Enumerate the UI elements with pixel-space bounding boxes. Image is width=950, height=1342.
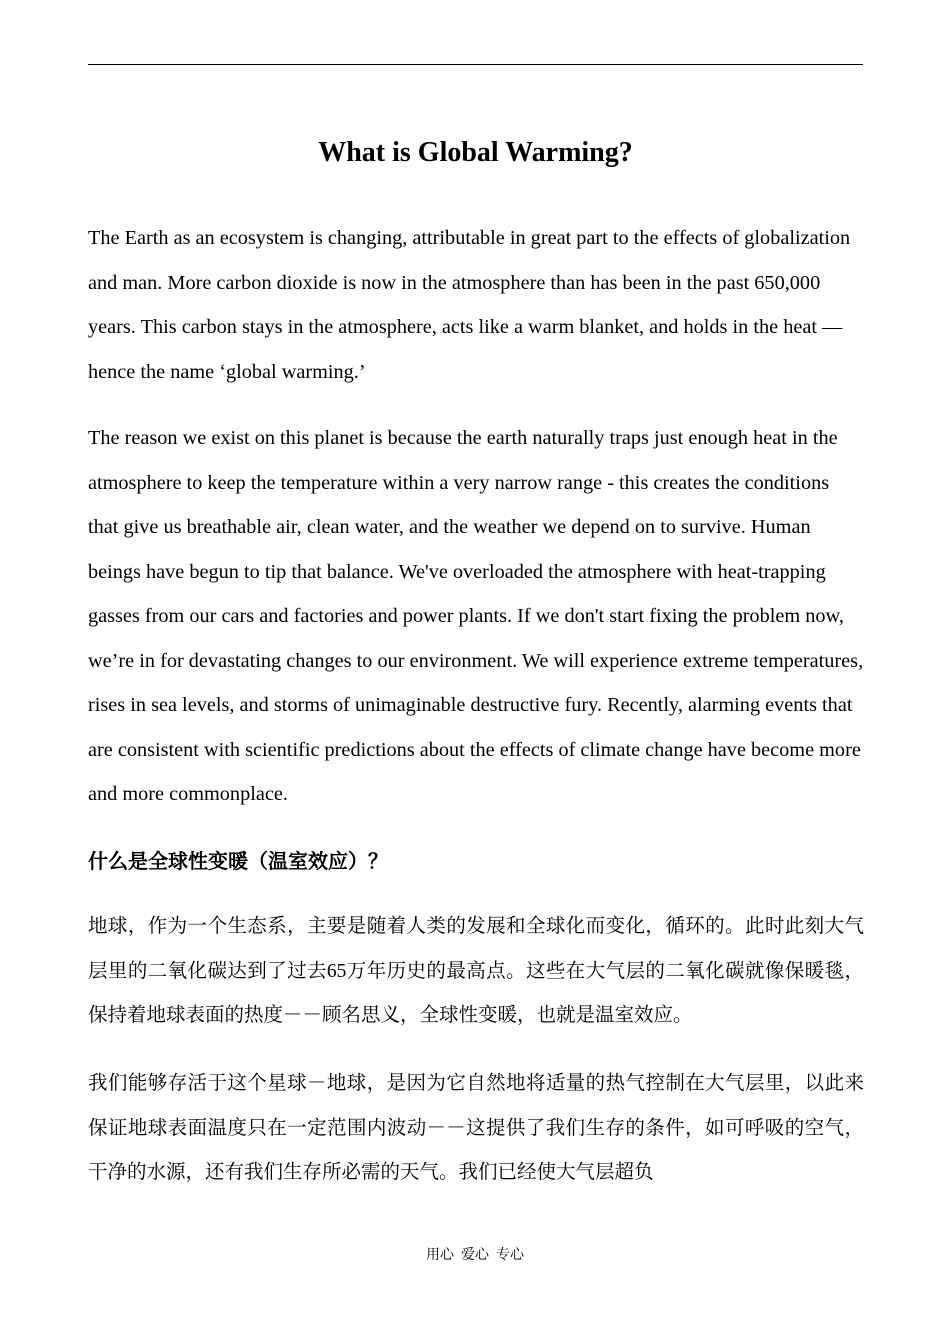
- document-title: What is Global Warming?: [318, 137, 633, 168]
- paragraph-en-1: The Earth as an ecosystem is changing, attributable in great part to the effects of globalization and man. More carbon dioxide is now in the atmosphere than has been in the past 650,000 years. This carbon stays in the atmosphere, acts like a warm blanket, and holds in the heat — hence the name ‘global warming.’: [88, 227, 851, 383]
- paragraph-zh-2: 我们能够存活于这个星球－地球，是因为它自然地将适量的热气控制在大气层里，以此来保证地球表面温度只在一定范围内波动－－这提供了我们生存的条件，如可呼吸的空气，干净的水源，还有我们生存所必需的天气。我们已经使大气层超负: [88, 1073, 864, 1183]
- paragraph-en-2: The reason we exist on this planet is because the earth naturally traps just enough heat in the atmosphere to keep the temperature within a very narrow range - this creates the conditions that give us breathable air, clean water, and the weather we depend on to survive. Human beings have begun to tip that balance. We've overloaded the atmosphere with heat-trapping gasses from our cars and factories and power plants. If we don't start fixing the problem now, we’re in for devastating changes to our environment. We will experience extreme temperatures, rises in sea levels, and storms of unimaginable destructive fury. Recently, alarming events that are consistent with scientific predictions about the effects of climate change have become more and more commonplace.: [88, 427, 864, 805]
- header-rule: [88, 64, 863, 65]
- page-footer: 用心 爱心 专心: [426, 1248, 524, 1263]
- paragraph-zh-1: 地球，作为一个生态系，主要是随着人类的发展和全球化而变化，循环的。此时此刻大气层里的二氧化碳达到了过去65万年历史的最高点。这些在大气层的二氧化碳就像保暖毯，保持着地球表面的热度－－顾名思义，全球性变暖，也就是温室效应。: [88, 916, 864, 1026]
- heading-zh: 什么是全球性变暖（温室效应）？: [88, 851, 388, 873]
